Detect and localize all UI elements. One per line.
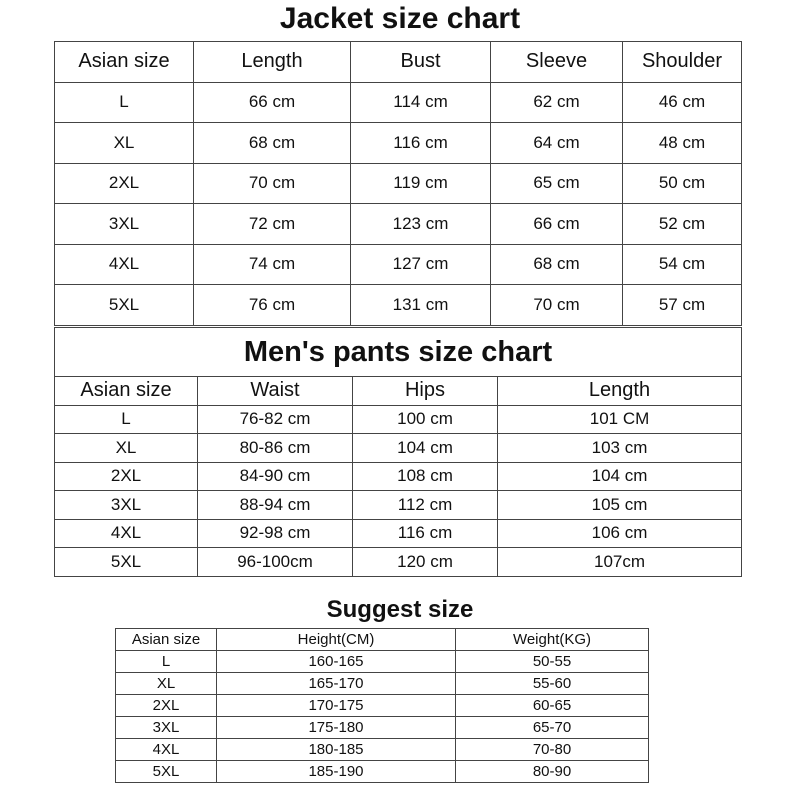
jacket-cell: 127 cm (351, 244, 491, 285)
pants-cell: 120 cm (353, 548, 498, 577)
suggest-cell: 55-60 (456, 673, 649, 695)
suggest-cell: 180-185 (217, 739, 456, 761)
jacket-table-row (55, 244, 742, 285)
suggest-cell: 170-175 (217, 695, 456, 717)
jacket-cell: 48 cm (623, 123, 742, 164)
jacket-table-row (55, 123, 742, 164)
jacket-cell: 76 cm (194, 285, 351, 326)
pants-cell: 106 cm (498, 519, 742, 548)
pants-column-header: Asian size (55, 377, 198, 406)
pants-table-row (55, 548, 742, 577)
pants-cell: 104 cm (498, 462, 742, 491)
pants-table-row (55, 519, 742, 548)
pants-cell: 104 cm (353, 434, 498, 463)
pants-cell: 100 cm (353, 405, 498, 434)
pants-cell: 101 CM (498, 405, 742, 434)
suggest-table-row (116, 651, 649, 673)
suggest-cell: 175-180 (217, 717, 456, 739)
jacket-cell: 123 cm (351, 204, 491, 245)
jacket-column-header: Shoulder (623, 42, 742, 83)
suggest-cell: L (116, 651, 217, 673)
suggest-cell: 3XL (116, 717, 217, 739)
pants-cell: 108 cm (353, 462, 498, 491)
jacket-cell: 57 cm (623, 285, 742, 326)
suggest-size-table (115, 628, 649, 783)
pants-header-row (55, 377, 742, 406)
suggest-table-row (116, 761, 649, 783)
jacket-cell: 116 cm (351, 123, 491, 164)
pants-cell: 76-82 cm (198, 405, 353, 434)
pants-table-row (55, 462, 742, 491)
jacket-column-header: Asian size (55, 42, 194, 83)
suggest-column-header: Height(CM) (217, 629, 456, 651)
pants-title-row (55, 328, 742, 377)
suggest-column-header: Asian size (116, 629, 217, 651)
pants-cell: 105 cm (498, 491, 742, 520)
jacket-cell: 68 cm (491, 244, 623, 285)
jacket-cell: 66 cm (491, 204, 623, 245)
jacket-header-row (55, 42, 742, 83)
jacket-cell: 4XL (55, 244, 194, 285)
jacket-cell: 131 cm (351, 285, 491, 326)
pants-size-table (54, 327, 742, 577)
jacket-table-row (55, 163, 742, 204)
pants-cell: 4XL (55, 519, 198, 548)
jacket-cell: 5XL (55, 285, 194, 326)
pants-cell: 3XL (55, 491, 198, 520)
jacket-table-row (55, 204, 742, 245)
suggest-column-header: Weight(KG) (456, 629, 649, 651)
jacket-cell: 74 cm (194, 244, 351, 285)
pants-column-header: Hips (353, 377, 498, 406)
pants-column-header: Waist (198, 377, 353, 406)
jacket-cell: 64 cm (491, 123, 623, 164)
jacket-cell: 46 cm (623, 82, 742, 123)
jacket-cell: 3XL (55, 204, 194, 245)
jacket-table-row (55, 285, 742, 326)
pants-cell: XL (55, 434, 198, 463)
pants-table-row (55, 405, 742, 434)
pants-table-row (55, 434, 742, 463)
suggest-table-row (116, 695, 649, 717)
suggest-cell: 4XL (116, 739, 217, 761)
pants-cell: 96-100cm (198, 548, 353, 577)
jacket-column-header: Length (194, 42, 351, 83)
pants-cell: 92-98 cm (198, 519, 353, 548)
pants-cell: L (55, 405, 198, 434)
jacket-cell: 68 cm (194, 123, 351, 164)
jacket-cell: 72 cm (194, 204, 351, 245)
jacket-title: Jacket size chart (279, 2, 521, 35)
jacket-cell: XL (55, 123, 194, 164)
jacket-cell: 2XL (55, 163, 194, 204)
pants-cell: 84-90 cm (198, 462, 353, 491)
jacket-cell: 54 cm (623, 244, 742, 285)
jacket-cell: 62 cm (491, 82, 623, 123)
pants-cell: 116 cm (353, 519, 498, 548)
suggest-cell: 65-70 (456, 717, 649, 739)
suggest-table-row (116, 673, 649, 695)
pants-cell: 88-94 cm (198, 491, 353, 520)
jacket-cell: 52 cm (623, 204, 742, 245)
suggest-cell: 165-170 (217, 673, 456, 695)
suggest-cell: 70-80 (456, 739, 649, 761)
pants-title: Men's pants size chart (55, 328, 742, 377)
jacket-cell: 50 cm (623, 163, 742, 204)
suggest-cell: 50-55 (456, 651, 649, 673)
pants-cell: 112 cm (353, 491, 498, 520)
jacket-cell: 119 cm (351, 163, 491, 204)
suggest-cell: 5XL (116, 761, 217, 783)
suggest-cell: 160-165 (217, 651, 456, 673)
suggest-table-row (116, 739, 649, 761)
suggest-header-row (116, 629, 649, 651)
suggest-cell: 185-190 (217, 761, 456, 783)
jacket-size-table (54, 41, 742, 326)
pants-cell: 80-86 cm (198, 434, 353, 463)
pants-cell: 107cm (498, 548, 742, 577)
jacket-column-header: Sleeve (491, 42, 623, 83)
pants-cell: 2XL (55, 462, 198, 491)
suggest-table-row (116, 717, 649, 739)
pants-column-header: Length (498, 377, 742, 406)
jacket-cell: 114 cm (351, 82, 491, 123)
jacket-cell: 70 cm (491, 285, 623, 326)
suggest-title: Suggest size (326, 596, 474, 623)
pants-table-row (55, 491, 742, 520)
pants-cell: 103 cm (498, 434, 742, 463)
suggest-cell: 60-65 (456, 695, 649, 717)
jacket-column-header: Bust (351, 42, 491, 83)
suggest-cell: XL (116, 673, 217, 695)
jacket-table-row (55, 82, 742, 123)
jacket-cell: 65 cm (491, 163, 623, 204)
jacket-cell: 70 cm (194, 163, 351, 204)
jacket-cell: L (55, 82, 194, 123)
jacket-cell: 66 cm (194, 82, 351, 123)
suggest-cell: 2XL (116, 695, 217, 717)
pants-cell: 5XL (55, 548, 198, 577)
suggest-cell: 80-90 (456, 761, 649, 783)
